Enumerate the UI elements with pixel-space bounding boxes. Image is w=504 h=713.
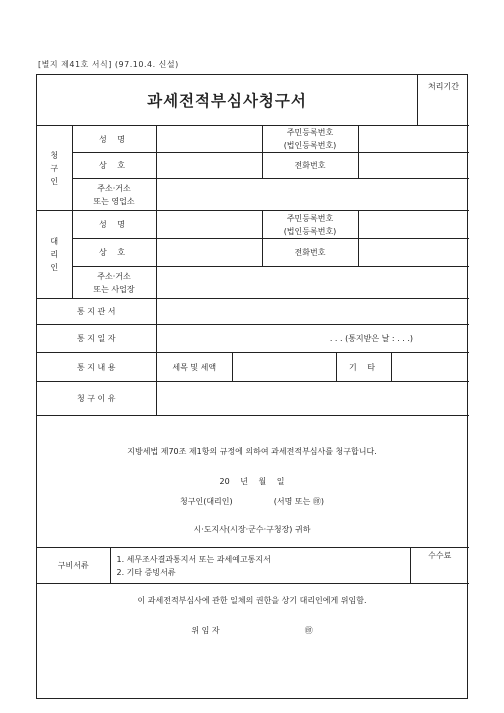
agent-char-2: 리 [50,250,59,259]
claimant-address-label-line2: 또는 영업소 [93,196,135,206]
reason-label: 청 구 이 유 [37,382,156,416]
tax-item-label: 세목 및 세액 [157,353,233,381]
notice-date-label: 통 지 일 자 [37,325,156,353]
docs-label: 구비서류 [37,548,110,584]
agent-section-label [37,211,72,299]
delegator-label: 위 임 자 [191,626,220,635]
claimant-address-field[interactable] [156,179,469,211]
form-number-note: [별지 제41호 서식] (97.10.4. 신설) [38,60,179,69]
signer-seal[interactable]: (서명 또는 ㊞) [273,497,324,506]
agent-trade-field[interactable] [156,239,262,267]
delegator-line [37,625,467,636]
agent-char-3: 인 [50,263,59,272]
claimant-id-field[interactable] [358,126,469,153]
other-label: 기 타 [337,353,392,381]
agent-id-label-line2: (법인등록번호) [283,226,337,236]
tax-item-field[interactable] [233,353,337,381]
notice-content-row [156,353,469,382]
claimant-address-label-line1: 주소·거소 [97,183,131,193]
agent-phone-field[interactable] [358,239,469,267]
agent-phone-label: 전화번호 [262,239,358,267]
claimant-char-1: 청 [50,150,59,160]
notice-office-label: 통 지 관 서 [37,299,156,325]
other-field[interactable] [392,353,470,381]
docs-item-2: 2. 기타 증빙서류 [116,567,176,577]
fee-label: 수수료 [410,548,469,584]
docs-item-1: 1. 세무조사결과통지서 또는 과세예고통지서 [116,554,271,564]
delegator-seal[interactable]: ㊞ [304,626,313,635]
agent-char-1: 대 [50,237,59,246]
claimant-section-label [37,126,72,211]
date-line: 20 년 월 일 [219,477,285,486]
claimant-phone-label: 전화번호 [262,153,358,179]
notice-content-subtable [157,353,470,381]
agent-trade-label: 상 호 [72,239,156,267]
form-title: 과세전적부심사청구서 [147,92,307,110]
agent-id-label [262,211,358,239]
form-grid [37,125,469,416]
processing-period-label: 처리기간 [417,75,469,125]
agent-address-label-line1: 주소·거소 [97,271,131,281]
claimant-char-3: 인 [50,176,59,186]
notice-content-label: 통 지 내 용 [37,353,156,382]
claimant-id-label-line2: (법인등록번호) [283,141,337,150]
addressee-line: 시·도지사(시장·군수·구청장) 귀하 [193,525,311,534]
attachments-table [37,547,469,584]
agent-name-field[interactable] [156,211,262,239]
claimant-id-label [262,126,358,153]
notice-office-field[interactable] [156,299,469,325]
appeal-form [36,74,468,699]
agent-address-field[interactable] [156,267,469,299]
agent-address-label [72,267,156,299]
agent-name-label: 성 명 [72,211,156,239]
title-row [37,75,467,126]
signer-line [37,496,467,507]
agent-id-label-line1: 주민등록번호 [286,213,334,223]
reason-field[interactable] [156,382,469,416]
claimant-trade-field[interactable] [156,153,262,179]
agent-address-label-line2: 또는 사업장 [93,284,135,294]
docs-list [110,548,410,584]
agent-id-field[interactable] [358,211,469,239]
claimant-trade-label: 상 호 [72,153,156,179]
delegation-text: 이 과세전적부심사에 관한 일체의 권한을 상기 대리인에게 위임함. [137,596,367,605]
claimant-id-label-line1: 주민등록번호 [286,128,334,137]
claimant-phone-field[interactable] [358,153,469,179]
notice-date-field[interactable]: . . . (통지받은 날 : . . .) [156,325,469,353]
signer-label: 청구인(대리인) [180,497,233,506]
claimant-address-label [72,179,156,211]
statement-text: 지방세법 제70조 제1항의 규정에 의하여 과세전적부심사를 청구합니다. [127,447,377,456]
claimant-name-label: 성 명 [72,126,156,153]
claimant-char-2: 구 [50,163,59,173]
claimant-name-field[interactable] [156,126,262,153]
